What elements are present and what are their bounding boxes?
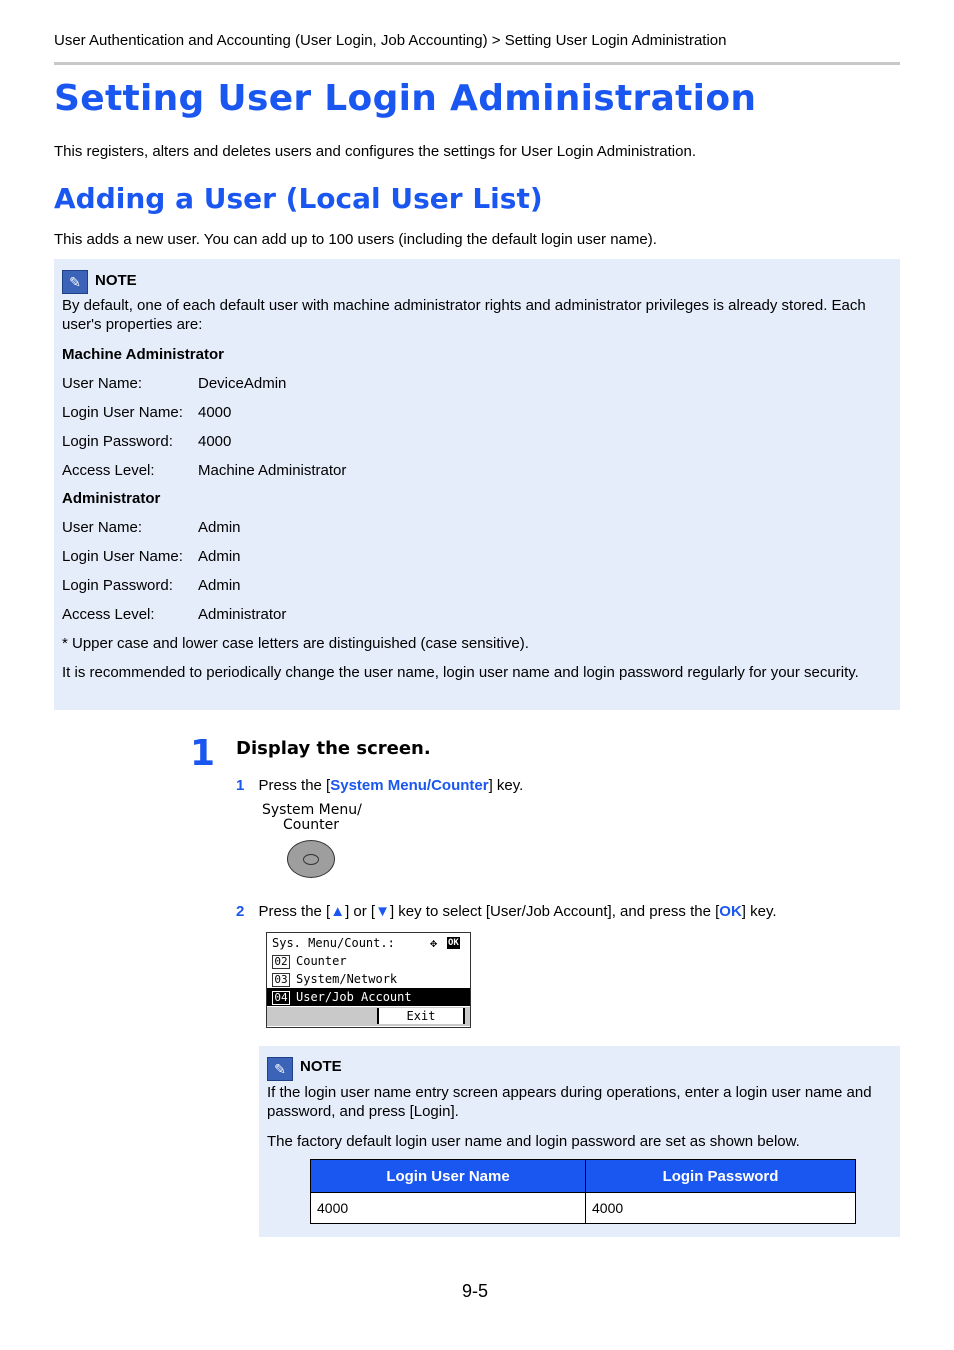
- intro-text: This registers, alters and deletes users and configures the settings for User Login Administration.: [54, 143, 696, 160]
- kv-row: [62, 461, 346, 480]
- kv-key: Login User Name:: [62, 548, 183, 565]
- substep-text-mid: ] or [: [345, 903, 376, 920]
- lcd-item-label: Counter: [296, 954, 347, 968]
- table-cell: 4000: [311, 1193, 586, 1224]
- substep-text-pre: Press the [: [258, 777, 331, 794]
- key-indicator-icon: [303, 854, 319, 865]
- substep-text-pre: Press the [: [258, 903, 331, 920]
- note-title: NOTE: [300, 1058, 342, 1075]
- substep-number: 2: [236, 903, 245, 920]
- lcd-item-number: 03: [272, 973, 290, 987]
- kv-row: [62, 547, 241, 566]
- kv-key: Login User Name:: [62, 404, 183, 421]
- kv-key: Access Level:: [62, 606, 155, 623]
- lcd-exit-softkey[interactable]: Exit: [377, 1008, 465, 1024]
- key-label-line1: System Menu/: [262, 802, 362, 818]
- kv-row: [62, 374, 286, 393]
- lcd-item-number: 04: [272, 991, 290, 1005]
- substep-text-post: ] key.: [488, 777, 524, 794]
- note-box: [259, 1046, 900, 1237]
- step-number: 1: [190, 733, 216, 774]
- case-note: * Upper case and lower case letters are distinguished (case sensitive).: [62, 635, 529, 652]
- ok-key-name: OK: [719, 903, 742, 920]
- substep-text-post: ] key.: [741, 903, 777, 920]
- note-text: If the login user name entry screen appears during operations, enter a login user name and password, and press [Login].: [267, 1084, 872, 1120]
- lcd-screen: [266, 932, 471, 1028]
- lcd-menu-item-selected[interactable]: [267, 988, 470, 1006]
- kv-key: Access Level:: [62, 462, 155, 479]
- lcd-menu-item[interactable]: [267, 970, 470, 988]
- table-header-row: [311, 1160, 856, 1193]
- ok-icon: OK: [448, 938, 459, 948]
- admin-heading: Administrator: [62, 490, 161, 507]
- note-title: NOTE: [95, 272, 137, 289]
- kv-value: Admin: [198, 519, 241, 536]
- system-menu-counter-key[interactable]: [287, 840, 335, 878]
- lcd-header-text: Sys. Menu/Count.:: [272, 936, 395, 950]
- kv-value: DeviceAdmin: [198, 375, 287, 392]
- substep-1: [236, 776, 523, 795]
- column-header: Login Password: [586, 1160, 856, 1193]
- down-arrow-icon: ▼: [375, 903, 390, 920]
- lcd-item-label: System/Network: [296, 972, 398, 986]
- kv-value: Machine Administrator: [198, 462, 347, 479]
- column-header: Login User Name: [311, 1160, 586, 1193]
- kv-row: [62, 576, 241, 595]
- login-defaults-table: [310, 1159, 856, 1224]
- cross-arrow-icon: ✥: [430, 936, 438, 950]
- kv-value: 4000: [198, 404, 232, 421]
- up-arrow-icon: ▲: [330, 903, 346, 920]
- page-number: 9-5: [462, 1281, 489, 1301]
- section-heading: Adding a User (Local User List): [54, 182, 543, 215]
- lcd-item-number: 02: [272, 955, 290, 969]
- lcd-header: [267, 934, 470, 952]
- key-label: [262, 803, 362, 833]
- key-label-line2: Counter: [283, 817, 339, 833]
- step-title: Display the screen.: [236, 738, 431, 759]
- lcd-menu-item[interactable]: [267, 952, 470, 970]
- lcd-item-label: User/Job Account: [296, 990, 412, 1004]
- breadcrumb: User Authentication and Accounting (User Login, Job Accounting) > Setting User Login Administration: [54, 32, 727, 49]
- note-icon: ✎: [267, 1057, 293, 1081]
- kv-key: Login Password:: [62, 577, 173, 594]
- section-text: This adds a new user. You can add up to 100 users (including the default login user name).: [54, 231, 657, 248]
- kv-row: [62, 605, 286, 624]
- lcd-softkey-bar: [267, 1007, 470, 1026]
- kv-value: Admin: [198, 548, 241, 565]
- system-menu-key-name: System Menu/Counter: [330, 777, 489, 794]
- table-cell: 4000: [586, 1193, 856, 1224]
- kv-value: Administrator: [198, 606, 287, 623]
- kv-row: [62, 518, 241, 537]
- kv-key: User Name:: [62, 375, 143, 392]
- kv-row: [62, 432, 231, 451]
- kv-key: Login Password:: [62, 433, 173, 450]
- kv-key: User Name:: [62, 519, 143, 536]
- note-text: By default, one of each default user with machine administrator rights and administrator privileges is already stored. Each user's properties are:: [62, 297, 866, 333]
- kv-row: [62, 403, 231, 422]
- kv-value: Admin: [198, 577, 241, 594]
- machine-admin-heading: Machine Administrator: [62, 346, 224, 363]
- note-text: The factory default login user name and login password are set as shown below.: [267, 1133, 800, 1150]
- note-box: [54, 259, 900, 710]
- substep-text-mid: ] key to select [User/Job Account], and press the [: [389, 903, 720, 920]
- table-row: [311, 1193, 856, 1224]
- substep-2: [236, 902, 777, 921]
- header-rule: [54, 62, 900, 65]
- kv-value: 4000: [198, 433, 232, 450]
- note-icon: ✎: [62, 270, 88, 294]
- recommend-text: It is recommended to periodically change the user name, login user name and login password regularly for your security.: [62, 664, 859, 681]
- substep-number: 1: [236, 777, 245, 794]
- page-title: Setting User Login Administration: [54, 78, 757, 119]
